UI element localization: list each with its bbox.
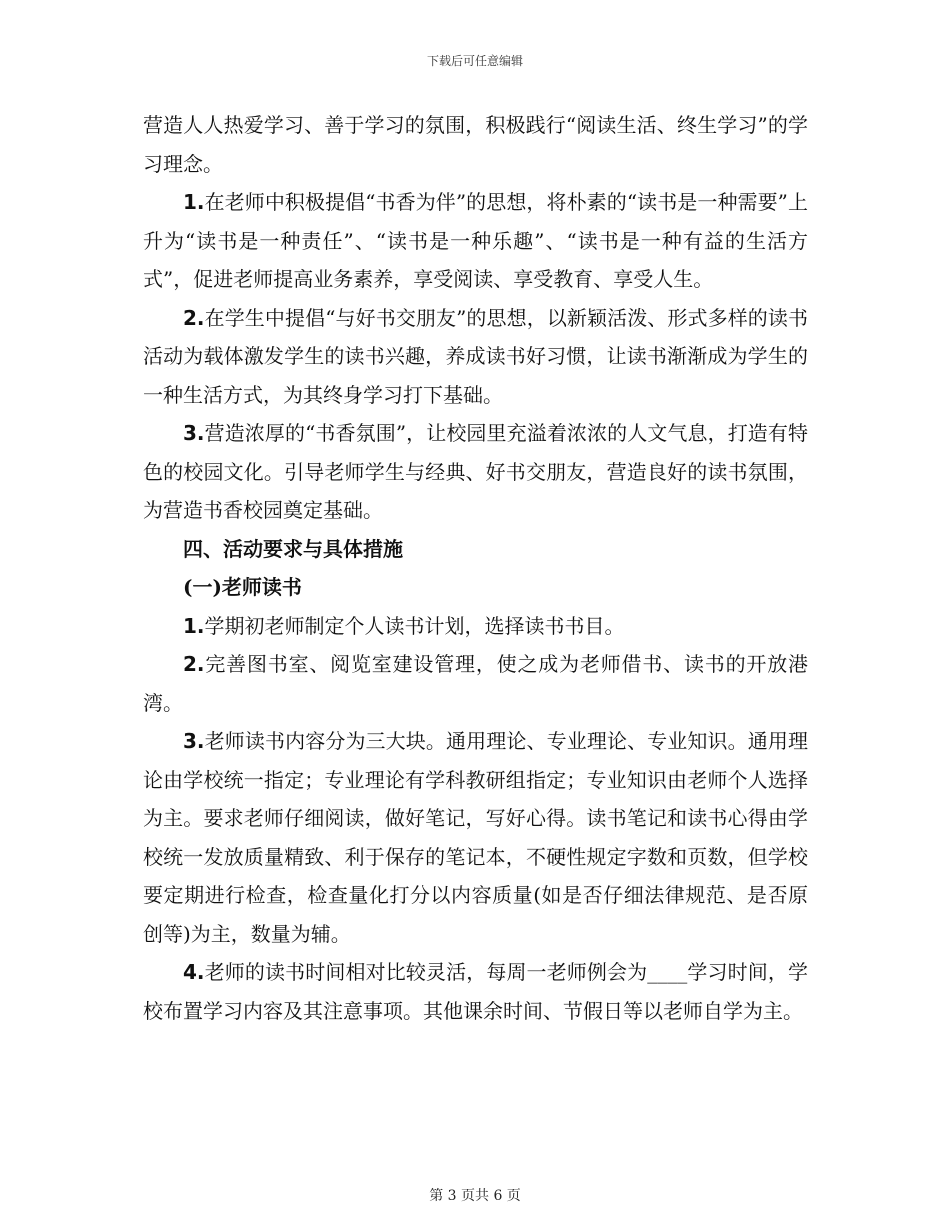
item-number: 1. — [183, 190, 205, 214]
paragraph-intro: 营造人人热爱学习、善于学习的氛围，积极践行“阅读生活、终生学习”的学习理念。 — [143, 113, 808, 176]
paragraph-teacher-3 — [143, 722, 808, 953]
paragraph-text: 完善图书室、阅览室建设管理，使之成为老师借书、读书的开放港湾。 — [143, 652, 808, 715]
paragraph-item-3 — [143, 414, 808, 530]
paragraph-teacher-4 — [143, 953, 808, 1030]
item-number: 3. — [183, 729, 205, 753]
item-number: 4. — [183, 960, 205, 984]
item-number: 2. — [183, 305, 205, 330]
section-heading: 四、活动要求与具体措施 — [183, 536, 403, 561]
item-number: 2. — [183, 652, 205, 676]
item-number: 1. — [183, 613, 205, 638]
paragraph-text: 老师的读书时间相对比较灵活，每周一老师例会为____学习时间，学校布置学习内容及其注意事项。其他课余时间、节假日等以老师自学为主。 — [143, 960, 808, 1023]
paragraph-text: 老师读书内容分为三大块。通用理论、专业理论、专业知识。通用理论由学校统一指定；专业理论有学科教研组指定；专业知识由老师个人选择为主。要求老师仔细阅读，做好笔记，写好心得。读书笔记和读书心得由学校统一发放质量精致、利于保存的笔记本，不硬性规定字数和页数，但学校要定期进行检查，检查量化打分以内容质量(如是否仔细法律规范、是否原创等)为主，数量为辅。 — [143, 729, 808, 946]
page-header: 下载后可任意编辑 — [426, 54, 523, 68]
paragraph-item-2 — [143, 299, 808, 415]
page-footer: 第 3 页共 6 页 — [429, 1188, 521, 1204]
paragraph-item-1 — [143, 183, 808, 299]
paragraph-teacher-1 — [143, 607, 808, 646]
paragraph-teacher-2 — [143, 645, 808, 722]
subsection-heading: (一)老师读书 — [183, 575, 302, 599]
document-body — [143, 106, 808, 1030]
paragraph-text: 在学生中提倡“与好书交朋友”的思想，以新颖活泼、形式多样的读书活动为载体激发学生的读书兴趣，养成读书好习惯，让读书渐渐成为学生的一种生活方式，为其终身学习打下基础。 — [143, 305, 808, 407]
item-number: 3. — [183, 421, 205, 445]
paragraph-text: 营造浓厚的“书香氛围”，让校园里充溢着浓浓的人文气息，打造有特色的校园文化。引导老师学生与经典、好书交朋友，营造良好的读书氛围，为营造书香校园奠定基础。 — [143, 421, 808, 522]
paragraph-text: 在老师中积极提倡“书香为伴”的思想，将朴素的“读书是一种需要”上升为“读书是一种责任”、“读书是一种乐趣”、“读书是一种有益的生活方式”，促进老师提高业务素养，享受阅读、享受教育、享受人生。 — [143, 190, 808, 291]
paragraph-text: 学期初老师制定个人读书计划，选择读书书目。 — [204, 613, 625, 638]
